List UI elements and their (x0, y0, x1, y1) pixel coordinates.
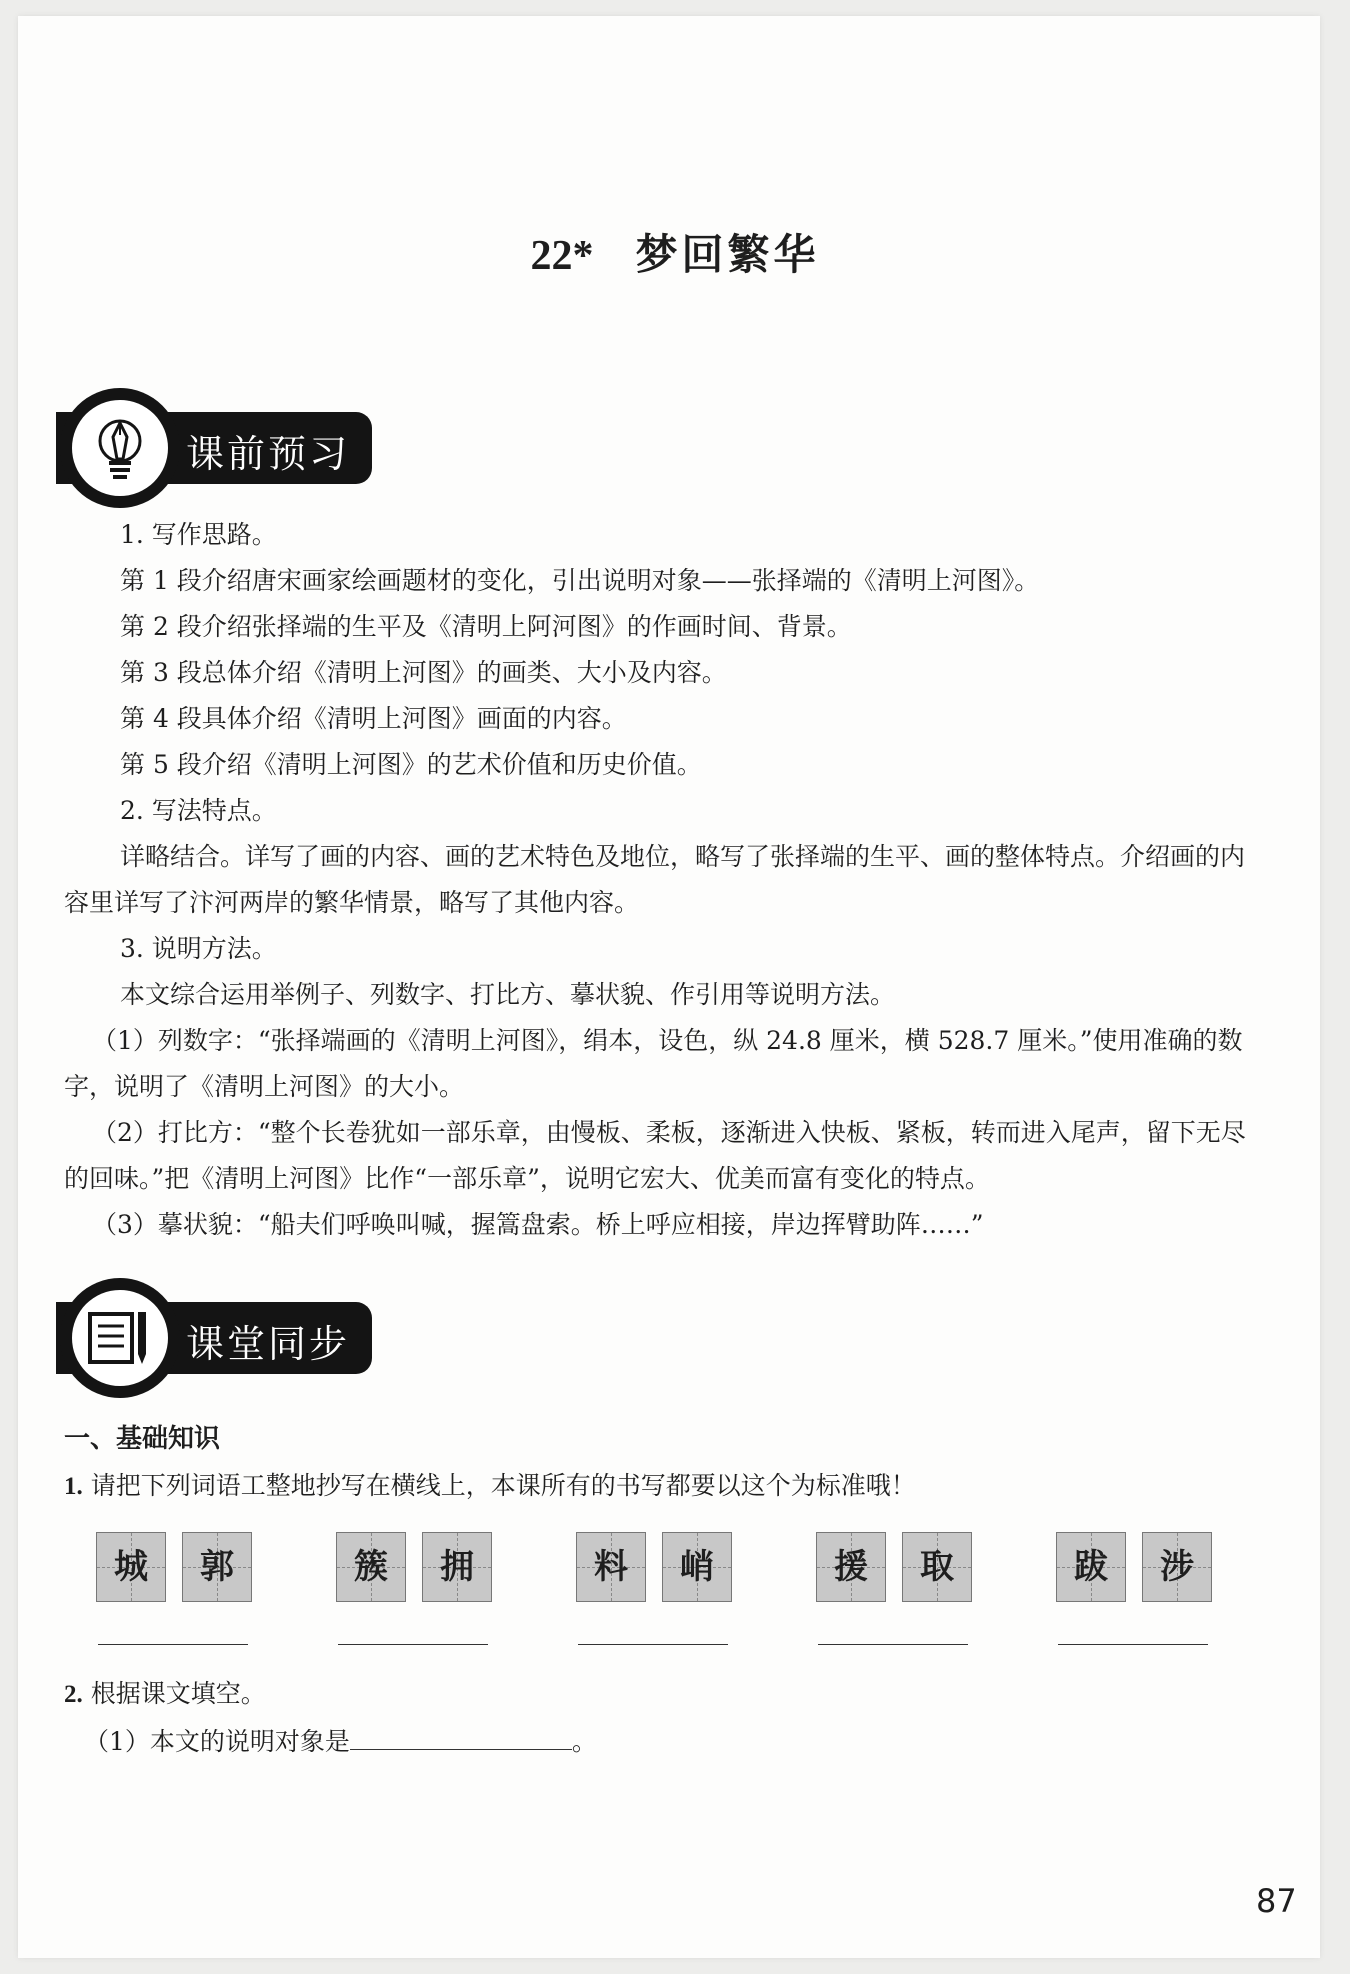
preview-line: 1. 写作思路。 (120, 520, 277, 549)
tianzige-box: 涉 (1142, 1532, 1212, 1602)
question-1-number: 1. (64, 1473, 83, 1500)
tianzige-box: 取 (902, 1532, 972, 1602)
tianzige-box: 拥 (422, 1532, 492, 1602)
preview-line: 2. 写法特点。 (120, 796, 277, 825)
tianzige-box: 簇 (336, 1532, 406, 1602)
question-2-number: 2. (64, 1681, 83, 1708)
lightbulb-pencil-icon (72, 400, 168, 496)
section-label-classroom: 课堂同步 (186, 1322, 351, 1366)
preview-line: 第 4 段具体介绍《清明上河图》画面的内容。 (120, 704, 627, 733)
preview-line: 第 1 段介绍唐宋画家绘画题材的变化，引出说明对象——张择端的《清明上河图》。 (120, 566, 1040, 595)
preview-line: 第 2 段介绍张择端的生平及《清明上阿河图》的作画时间、背景。 (120, 612, 852, 641)
word-copy-group (576, 1532, 730, 1652)
question-2-1-prefix: （1）本文的说明对象是 (84, 1727, 350, 1756)
word-copy-group (1056, 1532, 1210, 1652)
section-heading-basics: 一、基础知识 (64, 1424, 221, 1454)
answer-blank[interactable] (350, 1723, 572, 1750)
question-2-1 (84, 1722, 597, 1758)
page-number: 87 (1256, 1882, 1297, 1920)
tianzige-box: 峭 (662, 1532, 732, 1602)
preview-content (64, 512, 1254, 1248)
lesson-number: 22* (530, 233, 594, 279)
preview-line: 第 5 段介绍《清明上河图》的艺术价值和历史价值。 (120, 750, 702, 779)
book-pencil-icon (72, 1290, 168, 1386)
copy-line[interactable] (578, 1644, 728, 1645)
lesson-name: 梦回繁华 (635, 230, 820, 279)
copy-line[interactable] (98, 1644, 248, 1645)
copy-line[interactable] (338, 1644, 488, 1645)
section-badge-classroom (0, 1276, 400, 1400)
preview-line: （2）打比方：“整个长卷犹如一部乐章，由慢板、柔板，逐渐进入快板、紧板，转而进入尾声，留下无尽的回味。”把《清明上河图》比作“一部乐章”，说明它宏大、优美而富有变化的特点。 (64, 1118, 1246, 1193)
preview-line: 第 3 段总体介绍《清明上河图》的画类、大小及内容。 (120, 658, 727, 687)
preview-line: 本文综合运用举例子、列数字、打比方、摹状貌、作引用等说明方法。 (120, 980, 896, 1009)
question-1 (64, 1466, 916, 1502)
question-1-text: 请把下列词语工整地抄写在横线上，本课所有的书写都要以这个为标准哦！ (90, 1471, 916, 1500)
section-badge-preview (0, 386, 400, 510)
copy-line[interactable] (818, 1644, 968, 1645)
question-2-1-suffix: 。 (571, 1727, 597, 1756)
copy-line[interactable] (1058, 1644, 1208, 1645)
tianzige-box: 援 (816, 1532, 886, 1602)
preview-line: 详略结合。详写了画的内容、画的艺术特色及地位，略写了张择端的生平、画的整体特点。介绍画的内容里详写了汴河两岸的繁华情景，略写了其他内容。 (64, 842, 1246, 917)
preview-line: 3. 说明方法。 (120, 934, 277, 963)
section-label-preview: 课前预习 (186, 432, 351, 476)
word-copy-group (816, 1532, 970, 1652)
tianzige-box: 料 (576, 1532, 646, 1602)
preview-line: （1）列数字：“张择端画的《清明上河图》，绢本，设色，纵 24.8 厘米，横 528.7 厘米。”使用准确的数字，说明了《清明上河图》的大小。 (64, 1026, 1243, 1101)
preview-line: （3）摹状貌：“船夫们呼唤叫喊，握篙盘索。桥上呼应相接，岸边挥臂助阵……” (92, 1210, 984, 1239)
question-2 (64, 1674, 266, 1710)
lesson-title (0, 222, 1350, 282)
word-copy-group (336, 1532, 490, 1652)
question-2-text: 根据课文填空。 (90, 1679, 266, 1708)
tianzige-box: 城 (96, 1532, 166, 1602)
tianzige-box: 郭 (182, 1532, 252, 1602)
word-copy-group (96, 1532, 250, 1652)
tianzige-box: 跋 (1056, 1532, 1126, 1602)
